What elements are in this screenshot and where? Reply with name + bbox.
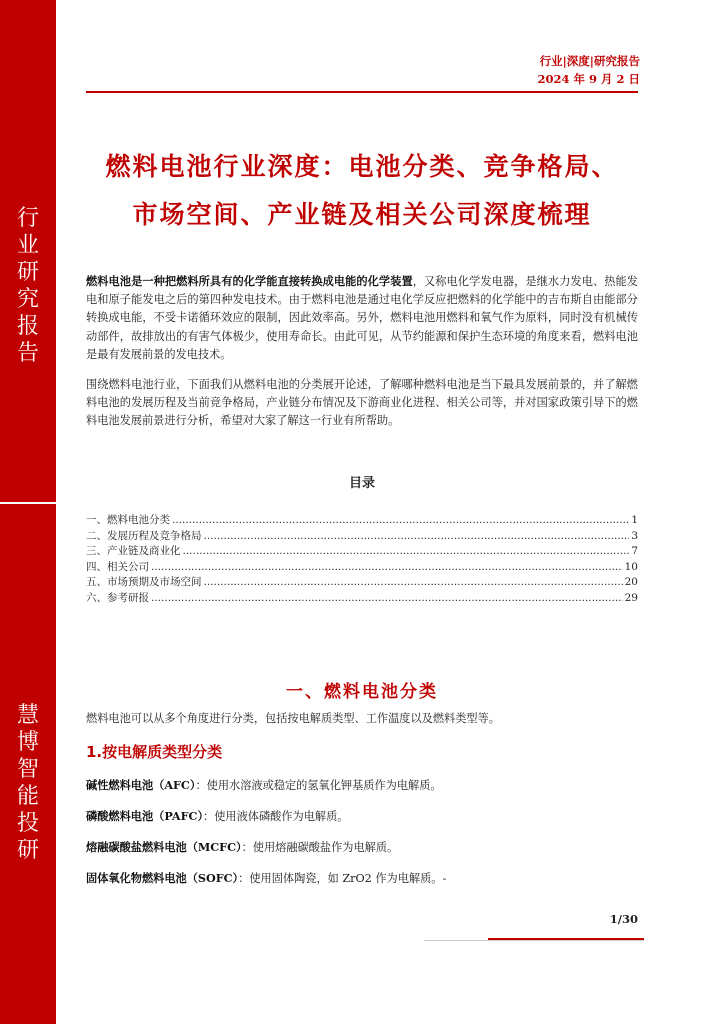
item-name: 熔融碳酸盐燃料电池（MCFC） — [86, 840, 242, 854]
toc-entry-page: 10 — [624, 560, 638, 573]
intro-paragraph-1-text: ，又称电化学发电器，是继水力发电、热能发电和原子能发电之后的第四种发电技术。由于燃料电池是通过电化学反应把燃料的化学能中的吉布斯自由能部分转换成电能，不受卡诺循环效应的限制，因此效率高。另外，燃料电池用燃料和氧气作为原料，同时没有机械传动部件，故排放出的有害气体极少，使用寿命长。由此可见，从节约能源和保护生态环境的角度来看，燃料电池是最有发展前景的发电技术。 — [86, 275, 638, 361]
toc-entry[interactable] — [86, 560, 638, 576]
toc-entry-label: 二、发展历程及竞争格局 — [86, 529, 202, 542]
toc-entry-page: 3 — [631, 529, 638, 542]
page-number: 1/30 — [609, 912, 638, 926]
title-line-1: 燃料电池行业深度：电池分类、竞争格局、 — [105, 152, 619, 181]
toc-entry[interactable] — [86, 544, 638, 560]
toc-entry-label: 五、市场预期及市场空间 — [86, 576, 202, 589]
toc-entry-label: 四、相关公司 — [86, 560, 149, 573]
toc-entry-page: 7 — [631, 545, 638, 558]
intro-section — [86, 272, 638, 443]
toc-leader-dots — [183, 544, 630, 560]
toc-entry-label: 三、产业链及商业化 — [86, 545, 181, 558]
toc-entry-page: 29 — [624, 591, 638, 604]
footer-rule-red — [488, 938, 644, 940]
toc-entry-label: 一、燃料电池分类 — [86, 514, 170, 526]
table-of-contents — [86, 513, 638, 607]
toc-entry[interactable] — [86, 591, 638, 607]
header-rule — [86, 91, 638, 93]
item-desc: ：使用液体磷酸作为电解质。 — [203, 810, 349, 823]
toc-entry-page: 1 — [631, 514, 638, 526]
toc-entry[interactable] — [86, 529, 638, 545]
footer-rule-grey — [424, 940, 644, 941]
section-heading: 一、燃料电池分类 — [286, 682, 438, 702]
toc-entry-label: 六、参考研报 — [86, 591, 149, 604]
sidebar-label-top: 行业研究报告 — [16, 206, 39, 366]
report-header — [537, 52, 640, 88]
sidebar-label-bottom: 慧博智能投研 — [16, 703, 39, 863]
item-desc: ：使用水溶液或稳定的氢氧化钾基质作为电解质。 — [195, 779, 442, 792]
page-title — [86, 143, 638, 239]
item-name: 磷酸燃料电池（PAFC） — [86, 809, 204, 823]
item-name: 固体氧化物燃料电池（SOFC） — [86, 871, 239, 885]
intro-paragraph-1 — [86, 272, 638, 364]
list-item — [86, 869, 638, 900]
subsection-heading: 1.按电解质类型分类 — [86, 743, 223, 761]
intro-paragraph-2: 围绕燃料电池行业，下面我们从燃料电池的分类展开论述，了解哪种燃料电池是当下最具发展前景的，并了解燃料电池的发展历程及当前竞争格局，产业链分布情况及下游商业化进程、相关公司等，并对国家政策引导下的燃料电池发展前景进行分析，希望对大家了解这一行业有所帮助。 — [86, 378, 638, 428]
item-desc: ：使用熔融碳酸盐作为电解质。 — [241, 841, 399, 854]
toc-title: 目录 — [348, 476, 375, 491]
report-category: 行业|深度|研究报告 — [539, 54, 640, 68]
toc-entry[interactable] — [86, 513, 638, 529]
list-item — [86, 776, 638, 807]
toc-entry[interactable] — [86, 575, 638, 591]
section-intro: 燃料电池可以从多个角度进行分类，包括按电解质类型、工作温度以及燃料类型等。 — [86, 712, 500, 725]
item-name: 碱性燃料电池（AFC） — [86, 778, 196, 792]
electrolyte-type-list — [86, 776, 638, 900]
intro-bold-lead: 燃料电池是一种把燃料所具有的化学能直接转换成电能的化学装置 — [86, 274, 413, 288]
toc-leader-dots — [204, 575, 623, 591]
toc-entry-page: 20 — [624, 576, 638, 589]
toc-leader-dots — [151, 560, 623, 576]
sidebar-divider — [0, 502, 56, 504]
toc-leader-dots — [204, 529, 630, 545]
title-line-2: 市场空间、产业链及相关公司深度梳理 — [132, 200, 592, 229]
list-item — [86, 838, 638, 869]
sidebar — [0, 0, 56, 1024]
toc-leader-dots — [172, 513, 629, 529]
item-desc: ：使用固体陶瓷，如 ZrO2 作为电解质。- — [238, 872, 447, 885]
list-item — [86, 807, 638, 838]
toc-leader-dots — [151, 591, 623, 607]
report-date: 2024 年 9 月 2 日 — [537, 72, 640, 86]
